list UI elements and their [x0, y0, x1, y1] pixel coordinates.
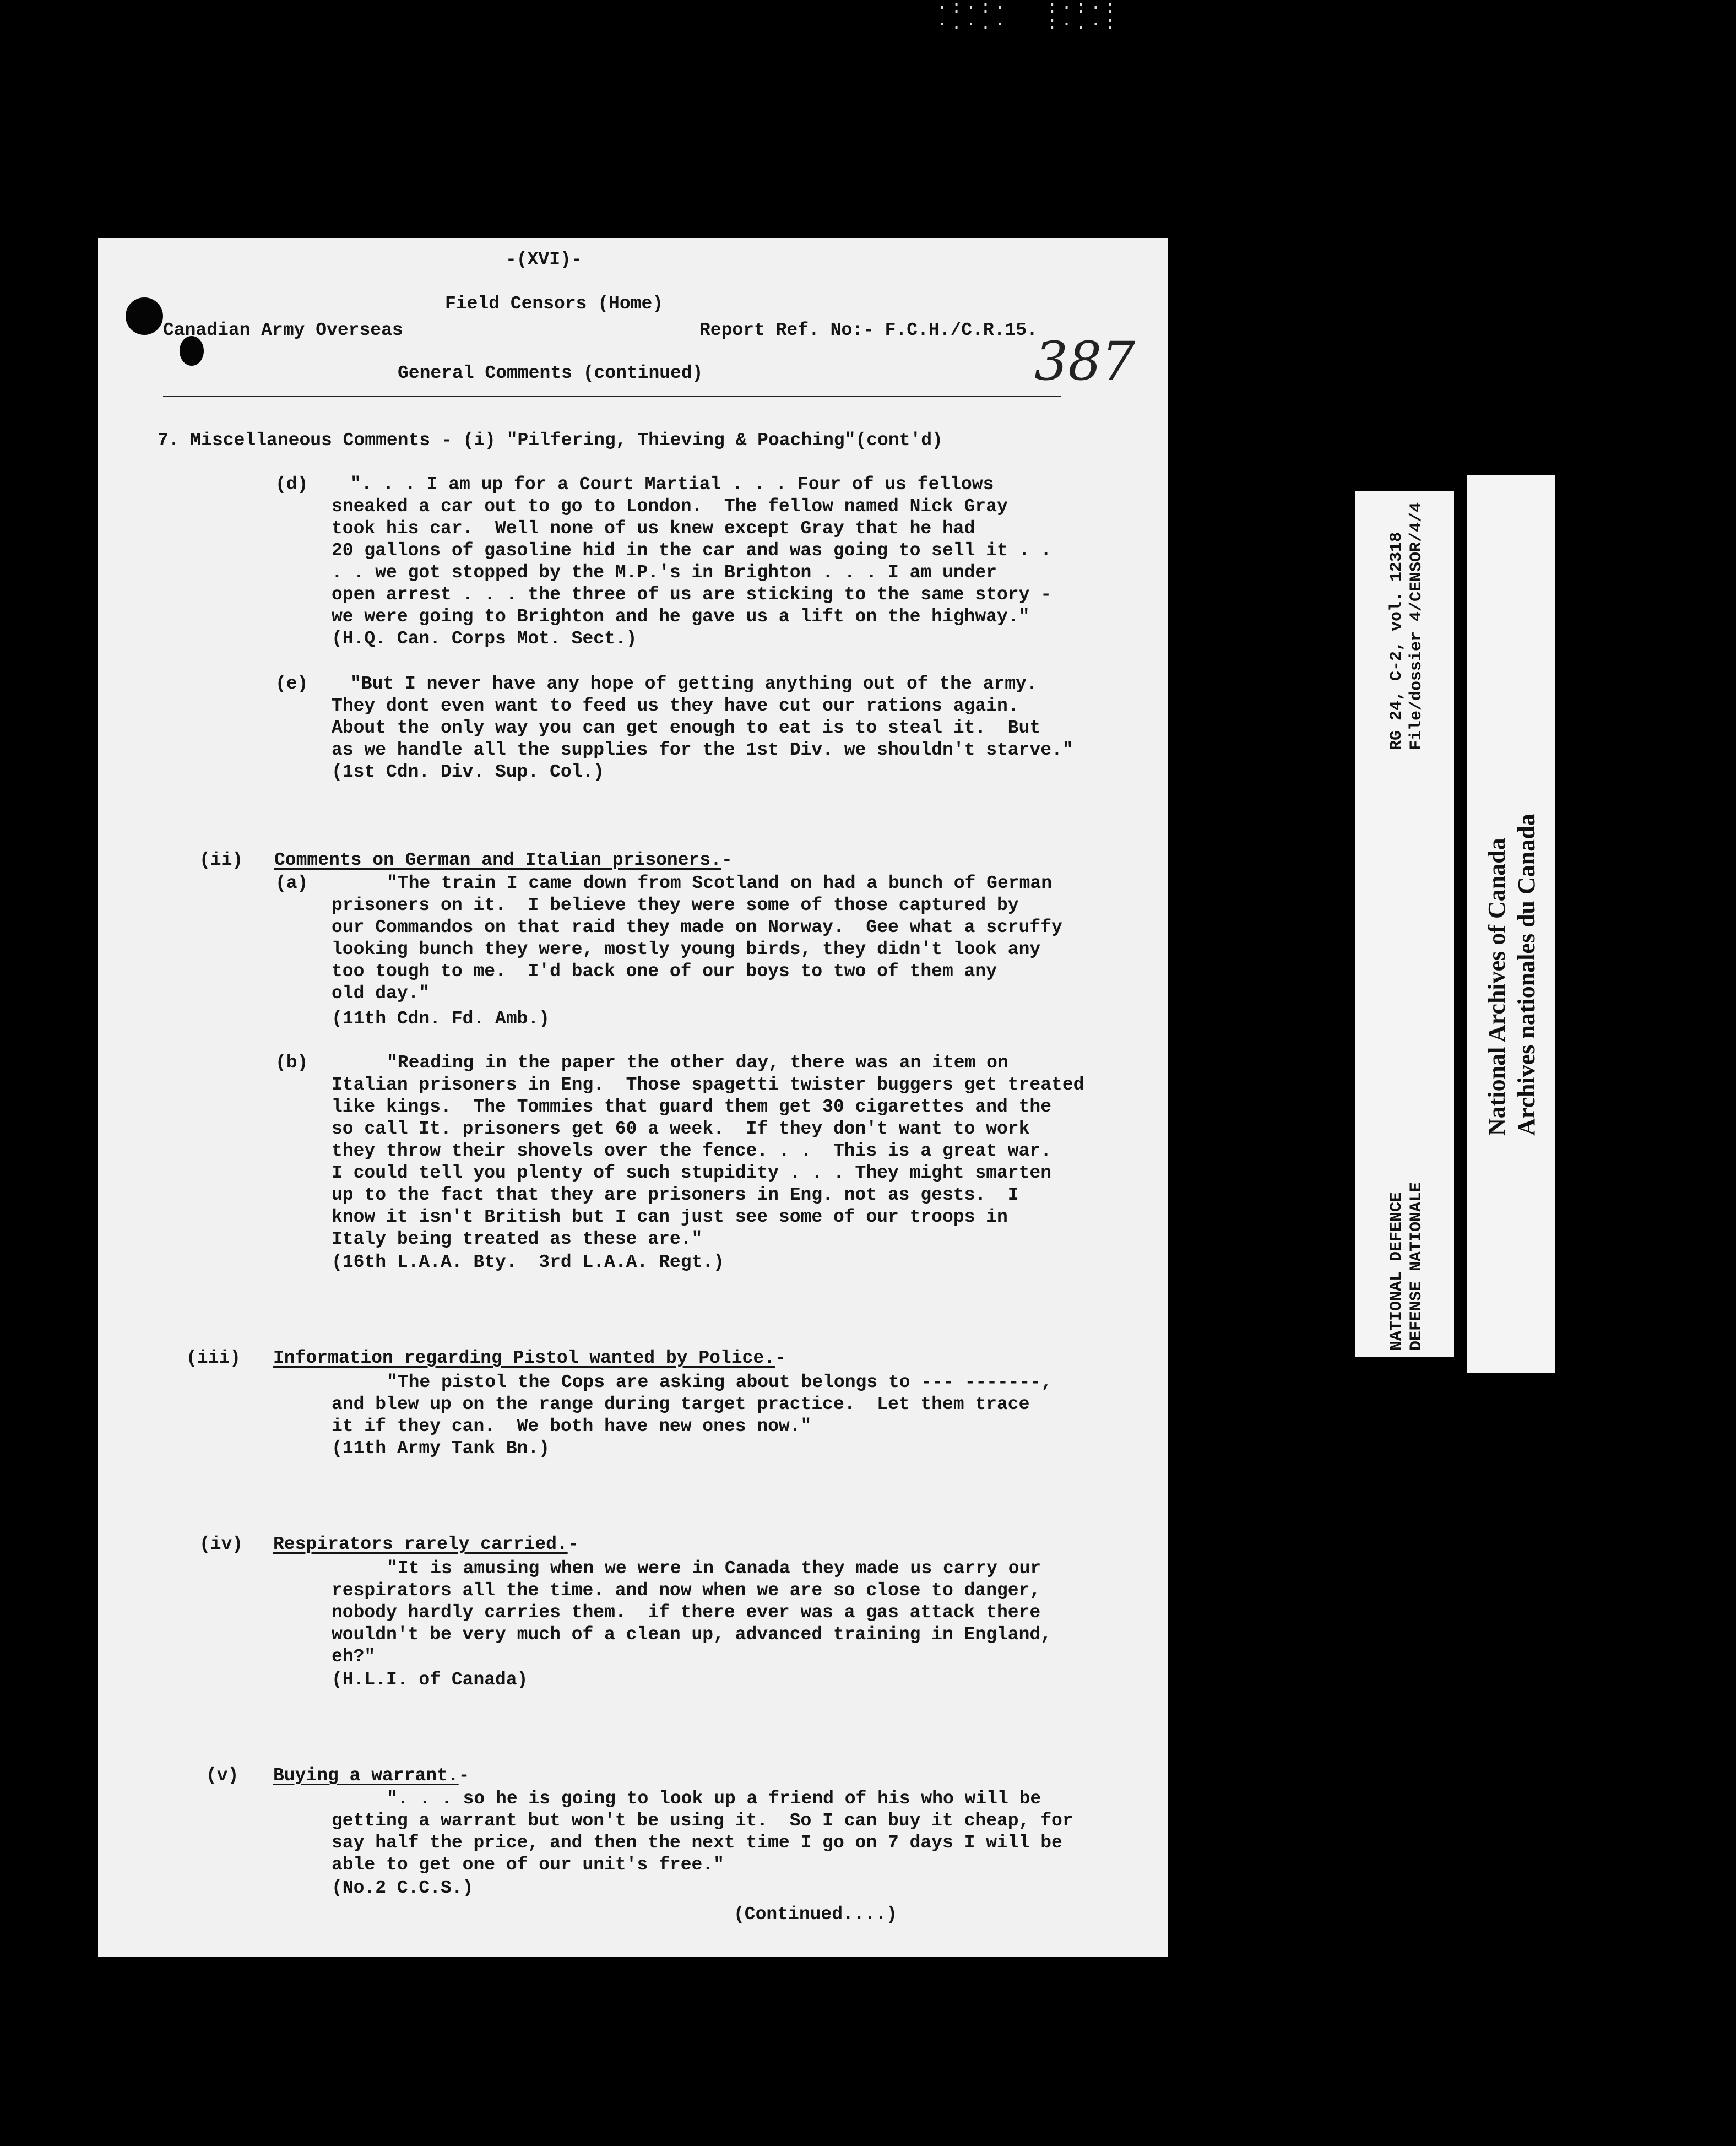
- unit-attribution: (H.Q. Can. Corps Mot. Sect.): [332, 628, 637, 649]
- quote-line: wouldn't be very much of a clean up, advanced training in England,: [332, 1624, 1052, 1645]
- quote-line: eh?": [332, 1646, 376, 1667]
- section-label: (iv): [199, 1534, 243, 1554]
- quote-line: looking bunch they were, mostly young birds, they didn't look any: [332, 939, 1041, 960]
- quote-line: took his car. Well none of us knew except Gray that he had: [332, 518, 975, 539]
- quote-line: ". . . so he is going to look up a friend of his who will be: [387, 1789, 1041, 1809]
- quote-line: nobody hardly carries them. if there ever was a gas attack there: [332, 1602, 1041, 1623]
- quote-line: old day.": [332, 983, 430, 1004]
- unit-attribution: (No.2 C.C.S.): [332, 1878, 474, 1898]
- archive-ref-line-2: File/dossier 4/CENSOR/4/4: [1407, 502, 1426, 750]
- section-label: (iii): [186, 1348, 241, 1368]
- department-line-1: NATIONAL DEFENCE: [1387, 1191, 1406, 1351]
- quote-line: they throw their shovels over the fence. . . This is a great war.: [332, 1141, 1052, 1161]
- quote-line: getting a warrant but won't be using it. So I can buy it cheap, for: [332, 1811, 1073, 1831]
- quote-line: 20 gallons of gasoline hid in the car and was going to sell it . .: [332, 540, 1052, 561]
- national-archives-strip: [1467, 475, 1555, 1373]
- quote-line: too tough to me. I'd back one of our boys to two of them any: [332, 961, 997, 982]
- unit-name: Canadian Army Overseas: [163, 320, 403, 340]
- section-7-heading: 7. Miscellaneous Comments - (i) "Pilfering, Thieving & Poaching"(cont'd): [158, 430, 943, 451]
- film-marks: ·:·:· ·.·.·: [936, 0, 1010, 35]
- quote-line: we were going to Brighton and he gave us a lift on the highway.": [332, 606, 1030, 627]
- report-subtitle: General Comments (continued): [398, 363, 703, 383]
- section-iv-heading: Respirators rarely carried.-: [273, 1534, 579, 1554]
- quote-line: They dont even want to feed us they have cut our rations again.: [332, 696, 1019, 716]
- quote-line: prisoners on it. I believe they were some of those captured by: [332, 895, 1019, 915]
- header-divider: [163, 386, 1061, 397]
- page-number: -(XVI)-: [506, 250, 582, 270]
- department-line-2: DEFENSE NATIONALE: [1407, 1182, 1426, 1351]
- film-marks-right: :·:·: :·.·:: [1046, 0, 1120, 35]
- quote-line: sneaked a car out to go to London. The fellow named Nick Gray: [332, 496, 1008, 517]
- quote-line: as we handle all the supplies for the 1st Div. we shouldn't starve.": [332, 740, 1073, 760]
- quote-line: "The train I came down from Scotland on had a bunch of German: [387, 873, 1052, 893]
- section-label: (ii): [199, 850, 243, 870]
- section-v-heading: Buying a warrant.-: [273, 1765, 470, 1786]
- archive-reference-strip: [1355, 491, 1454, 1357]
- quote-line: ". . . I am up for a Court Martial . . . Four of us fellows: [350, 474, 994, 495]
- document-page: [98, 238, 1168, 1957]
- unit-attribution: (1st Cdn. Div. Sup. Col.): [332, 762, 605, 782]
- item-label: (e): [275, 674, 308, 694]
- item-label: (a): [275, 873, 308, 893]
- report-title: Field Censors (Home): [445, 294, 664, 314]
- continued-note: (Continued....): [734, 1904, 898, 1925]
- archives-name-en: National Archives of Canada: [1483, 838, 1510, 1136]
- punch-hole-top: [126, 297, 163, 335]
- quote-line: About the only way you can get enough to eat is to steal it. But: [332, 718, 1041, 738]
- quote-line: so call It. prisoners get 60 a week. If they don't want to work: [332, 1119, 1030, 1139]
- quote-line: "Reading in the paper the other day, there was an item on: [387, 1053, 1008, 1073]
- section-ii-heading: Comments on German and Italian prisoners.-: [274, 850, 733, 870]
- quote-line: "But I never have any hope of getting anything out of the army.: [350, 674, 1038, 694]
- quote-line: it if they can. We both have new ones now.": [332, 1416, 812, 1437]
- archive-ref-line-1: RG 24, C-2, vol. 12318: [1387, 532, 1406, 750]
- item-label: (b): [275, 1053, 308, 1073]
- section-iii-heading: Information regarding Pistol wanted by Police.-: [273, 1348, 786, 1368]
- unit-attribution: (11th Cdn. Fd. Amb.): [332, 1009, 550, 1029]
- quote-line: Italy being treated as these are.": [332, 1229, 703, 1249]
- quote-line: say half the price, and then the next time I go on 7 days I will be: [332, 1833, 1062, 1853]
- quote-line: respirators all the time. and now when we are so close to danger,: [332, 1580, 1041, 1601]
- unit-attribution: (H.L.I. of Canada): [332, 1670, 528, 1690]
- report-ref: Report Ref. No:- F.C.H./C.R.15.: [699, 320, 1038, 340]
- quote-line: "It is amusing when we were in Canada they made us carry our: [387, 1558, 1041, 1579]
- quote-line: able to get one of our unit's free.": [332, 1855, 724, 1875]
- quote-line: open arrest . . . the three of us are sticking to the same story -: [332, 584, 1052, 605]
- quote-line: . . we got stopped by the M.P.'s in Brighton . . . I am under: [332, 562, 997, 583]
- folio-number: 387: [1034, 330, 1136, 392]
- section-label: (v): [206, 1765, 239, 1786]
- quote-line: like kings. The Tommies that guard them get 30 cigarettes and the: [332, 1097, 1052, 1117]
- item-label: (d): [275, 474, 308, 495]
- quote-line: I could tell you plenty of such stupidity . . . They might smarten: [332, 1163, 1052, 1183]
- unit-attribution: (16th L.A.A. Bty. 3rd L.A.A. Regt.): [332, 1252, 724, 1272]
- quote-line: up to the fact that they are prisoners in Eng. not as gests. I: [332, 1185, 1019, 1205]
- quote-line: our Commandos on that raid they made on Norway. Gee what a scruffy: [332, 917, 1062, 937]
- quote-line: know it isn't British but I can just see some of our troops in: [332, 1207, 1008, 1227]
- quote-line: "The pistol the Cops are asking about belongs to --- -------,: [387, 1372, 1052, 1392]
- quote-line: Italian prisoners in Eng. Those spagetti twister buggers get treated: [332, 1075, 1084, 1095]
- quote-line: and blew up on the range during target practice. Let them trace: [332, 1394, 1030, 1415]
- archives-name-fr: Archives nationales du Canada: [1513, 814, 1540, 1136]
- unit-attribution: (11th Army Tank Bn.): [332, 1438, 550, 1459]
